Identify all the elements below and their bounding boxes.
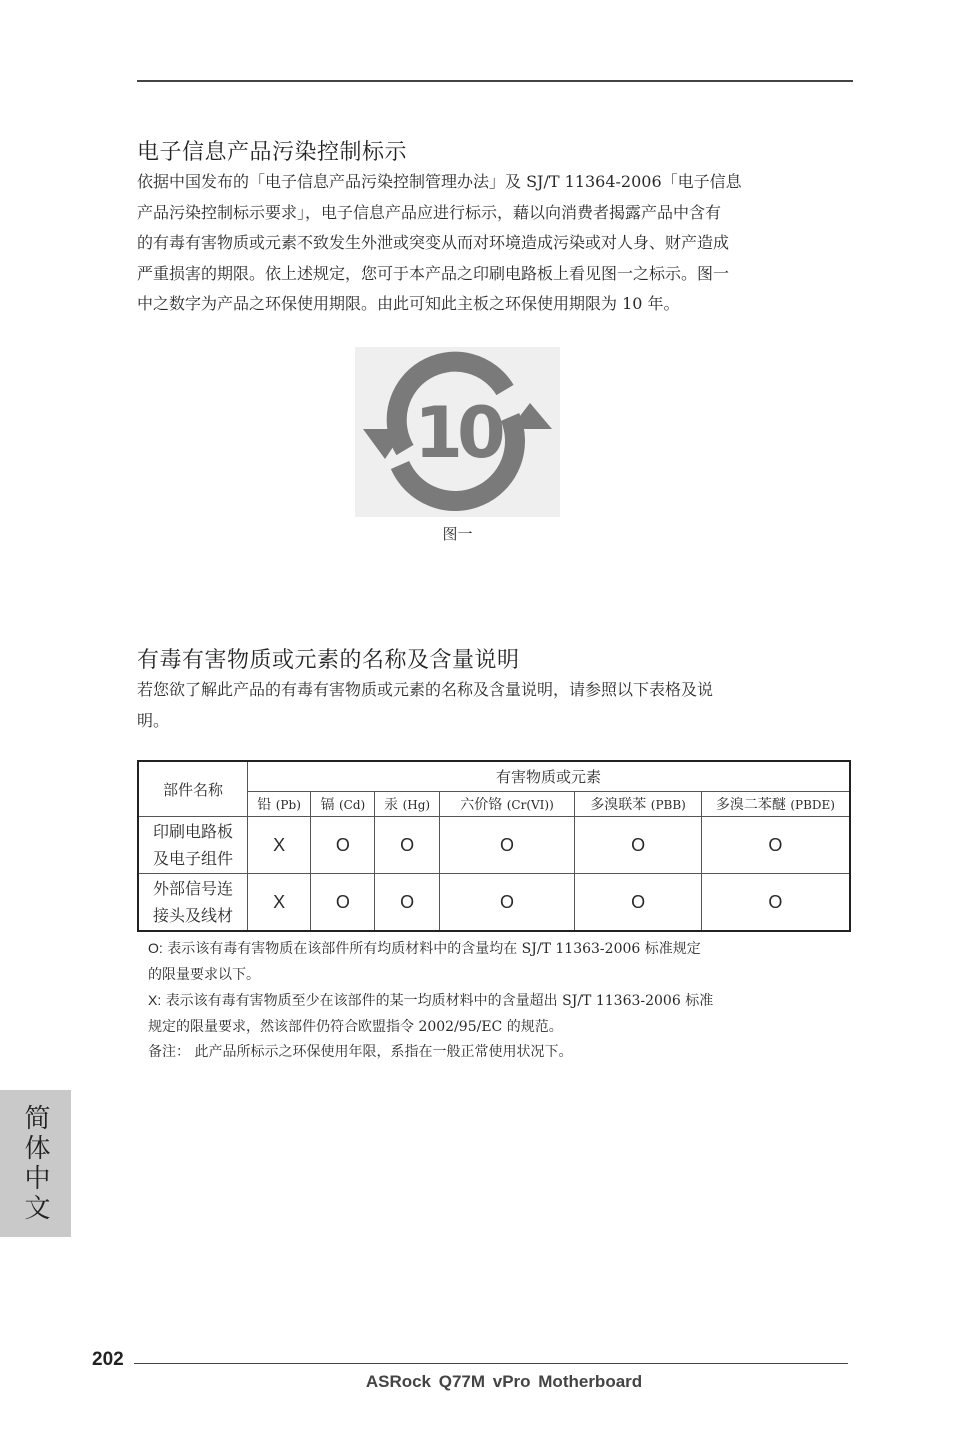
paragraph-line: 的有毒有害物质或元素不致发生外泄或突变从而对环境造成污染或对人身、财产造成: [137, 233, 730, 252]
mark-cell: O: [311, 817, 375, 874]
mark-cell: O: [575, 817, 702, 874]
substance-header: 多溴二苯醚 (PBDE): [701, 792, 850, 817]
figure-caption: 图一: [442, 525, 473, 543]
substance-group-header: 有害物质或元素: [247, 761, 850, 792]
footer-product-name: ASRock Q77M vPro Motherboard: [365, 1372, 643, 1391]
substance-header: 多溴联苯 (PBB): [575, 792, 702, 817]
recycle-arrows-icon: [355, 347, 560, 517]
mark-cell: X: [247, 817, 310, 874]
substance-header: 六价铬 (Cr(VI)): [439, 792, 575, 817]
note-x-continuation: 规定的限量要求，然该部件仍符合欧盟指令 2002/95/EC 的规范。: [148, 1018, 563, 1035]
substance-header: 铅 (Pb): [247, 792, 310, 817]
paragraph-line: 依据中国发布的「电子信息产品污染控制管理办法」及 SJ/T 11364-2006「电子信息: [137, 172, 742, 191]
use-period-number: 10: [414, 392, 500, 474]
mark-cell: O: [701, 874, 850, 932]
paragraph-line: 严重损害的期限。依上述规定，您可于本产品之印刷电路板上看见图一之标示。图一: [137, 263, 730, 283]
language-label: 简体中文: [20, 1103, 50, 1224]
substance-header: 镉 (Cd): [311, 792, 375, 817]
section-title-pollution-control: 电子信息产品污染控制标示: [137, 140, 408, 165]
note-x-line: X: 表示该有毒有害物质至少在该部件的某一均质材料中的含量超出 SJ/T 11363-2006 标准: [148, 992, 714, 1009]
note-o-line: O: 表示该有毒有害物质在该部件所有均质材料中的含量均在 SJ/T 11363-2006 标准规定: [148, 940, 701, 957]
mark-cell: O: [311, 874, 375, 932]
pollution-control-paragraph: [137, 167, 853, 320]
note-o-continuation: 的限量要求以下。: [148, 966, 260, 983]
mark-cell: X: [247, 874, 310, 932]
environment-protection-use-period-logo: [355, 347, 560, 517]
section-title-hazardous-substances: 有毒有害物质或元素的名称及含量说明: [137, 648, 520, 673]
page-number: 202: [92, 1349, 124, 1370]
mark-cell: O: [375, 874, 439, 932]
hazardous-substances-paragraph: [137, 675, 853, 736]
paragraph-line: 明。: [137, 710, 170, 730]
paragraph-line: 中之数字为产品之环保使用期限。由此可知此主板之环保使用期限为 10 年。: [137, 294, 680, 313]
note-remark: 备注： 此产品所标示之环保使用年限，系指在一般正常使用状况下。: [148, 1044, 573, 1060]
table-row: [138, 874, 850, 932]
mark-cell: O: [439, 817, 575, 874]
table-notes: [148, 936, 828, 1066]
part-name-cell: 印刷电路板 及电子组件: [138, 817, 247, 874]
substance-header: 汞 (Hg): [375, 792, 439, 817]
paragraph-line: 若您欲了解此产品的有毒有害物质或元素的名称及含量说明，请参照以下表格及说: [137, 680, 714, 699]
paragraph-line: 产品污染控制标示要求」，电子信息产品应进行标示，藉以向消费者揭露产品中含有: [137, 202, 722, 222]
bottom-rule: [134, 1363, 848, 1364]
mark-cell: O: [375, 817, 439, 874]
mark-cell: O: [575, 874, 702, 932]
language-side-tab: [0, 1090, 71, 1237]
mark-cell: O: [701, 817, 850, 874]
top-rule: [137, 80, 853, 82]
table-row: [138, 817, 850, 874]
mark-cell: O: [439, 874, 575, 932]
part-name-cell: 外部信号连 接头及线材: [138, 874, 247, 932]
part-name-header: 部件名称: [138, 761, 247, 817]
hazardous-substances-table: [137, 760, 851, 932]
